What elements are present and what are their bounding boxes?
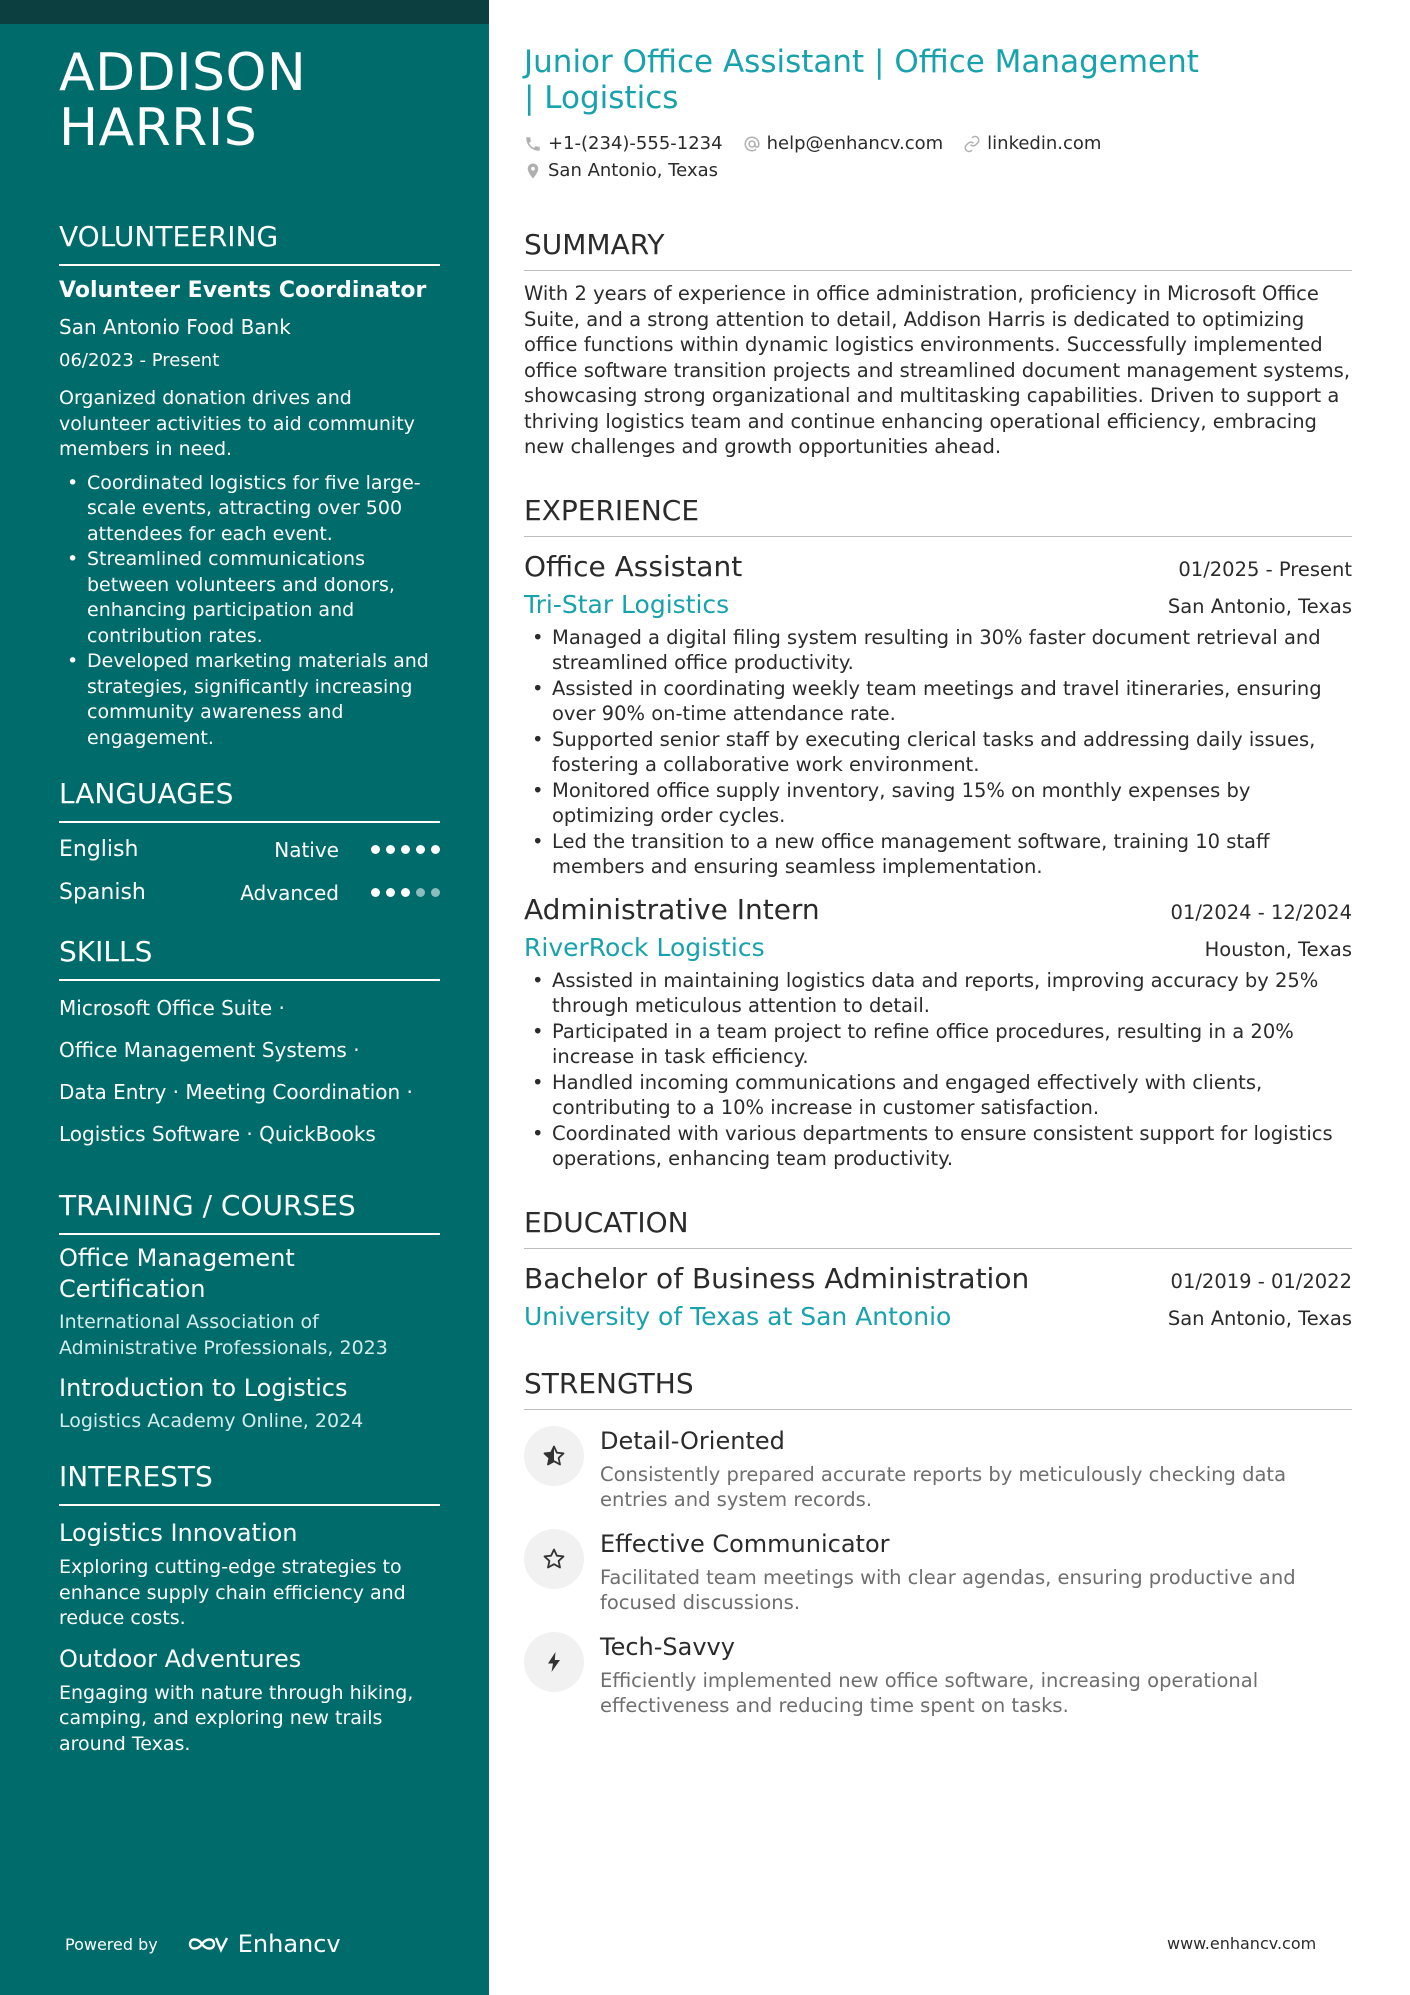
strength-title: Tech-Savvy xyxy=(600,1632,735,1661)
language-row xyxy=(59,876,440,909)
rating-dot xyxy=(401,845,410,854)
strength-description: Consistently prepared accurate reports by meticulously checking data entries and system records. xyxy=(600,1462,1287,1511)
rating-dot xyxy=(416,888,425,897)
job-entry xyxy=(524,549,1352,880)
training-provider: Logistics Academy Online, 2024 xyxy=(59,1410,364,1432)
list-item: • Coordinated logistics for five large-scale events, attracting over 500 attendees for each event. xyxy=(59,471,440,548)
email-text: help@enhancv.com xyxy=(766,133,944,154)
volunteer-bullets xyxy=(59,471,440,752)
interest-title: Outdoor Adventures xyxy=(59,1644,302,1673)
language-rating xyxy=(371,888,440,897)
language-level: Advanced xyxy=(240,880,339,905)
rating-dot xyxy=(416,845,425,854)
summary-heading: SUMMARY xyxy=(524,228,1352,271)
skill-line: Logistics Software · QuickBooks xyxy=(59,1122,376,1146)
training-title: Introduction to Logistics xyxy=(59,1374,348,1402)
interest-description: Engaging with nature through hiking, camping, and exploring new trails around Texas. xyxy=(59,1681,414,1755)
rating-dot xyxy=(386,888,395,897)
strength-item xyxy=(524,1426,1352,1513)
at-icon xyxy=(743,135,761,153)
job-company: RiverRock Logistics xyxy=(524,932,765,962)
language-name: Spanish xyxy=(59,880,146,905)
enhancv-brand: Enhancv xyxy=(237,1930,341,1958)
education-date: 01/2019 - 01/2022 xyxy=(1170,1269,1352,1293)
enhancv-logo[interactable] xyxy=(186,1930,341,1958)
job-location: San Antonio, Texas xyxy=(1167,594,1352,618)
job-location: Houston, Texas xyxy=(1204,937,1352,961)
rating-dot xyxy=(386,845,395,854)
interest-description: Exploring cutting-edge strategies to enhance supply chain efficiency and reduce costs. xyxy=(59,1556,406,1629)
lightning-icon xyxy=(524,1632,584,1692)
linkedin-text: linkedin.com xyxy=(987,133,1102,154)
list-item: • Developed marketing materials and strategies, significantly increasing community awareness and engagement. xyxy=(59,649,440,751)
volunteer-role: Volunteer Events Coordinator xyxy=(59,278,427,303)
volunteering-heading: VOLUNTEERING xyxy=(59,220,440,266)
sidebar xyxy=(0,0,489,1995)
linkedin-contact[interactable] xyxy=(963,133,1101,154)
training-title: Office Management Certification xyxy=(59,1244,295,1303)
location-text: San Antonio, Texas xyxy=(548,160,718,181)
skill-line: Data Entry · Meeting Coordination · xyxy=(59,1080,413,1104)
summary-text: With 2 years of experience in office administration, proficiency in Microsoft Office Suite, and a strong attention to detail, Addison Harris is dedicated to optimizing office functions within dynamic logistics environments. Successfully implemented office software transition projects and streamlined document management systems, showcasing strong organizational and multitasking capabilities. Driven to support a thriving logistics team and continue enhancing operational efficiency, embracing new challenges and growth opportunities ahead. xyxy=(524,282,1351,458)
rating-dot xyxy=(431,888,440,897)
list-item: • Participated in a team project to refine office procedures, resulting in a 20% increase in task efficiency. xyxy=(524,1019,1352,1070)
rating-dot xyxy=(431,845,440,854)
enhancv-logo-icon xyxy=(186,1933,230,1955)
rating-dot xyxy=(371,888,380,897)
volunteer-date: 06/2023 - Present xyxy=(59,350,220,371)
skill-line: Microsoft Office Suite · xyxy=(59,996,285,1020)
phone-text: +1-(234)-555-1234 xyxy=(548,133,723,154)
list-item: • Coordinated with various departments to ensure consistent support for logistics operations, enhancing team productivity. xyxy=(524,1121,1352,1172)
job-title: Office Assistant xyxy=(524,549,743,583)
list-item: • Assisted in maintaining logistics data and reports, improving accuracy by 25% through meticulous attention to detail. xyxy=(524,968,1352,1019)
job-title: Administrative Intern xyxy=(524,892,820,926)
strength-description: Efficiently implemented new office software, increasing operational effectiveness and reducing time spent on tasks. xyxy=(600,1668,1259,1717)
powered-by-label: Powered by xyxy=(65,1934,158,1954)
link-icon xyxy=(963,135,981,153)
list-item: • Supported senior staff by executing clerical tasks and addressing daily issues, fostering a collaborative work environment. xyxy=(524,727,1352,778)
location-contact xyxy=(524,160,718,181)
candidate-name: ADDISON HARRIS xyxy=(59,43,307,158)
strength-title: Detail-Oriented xyxy=(600,1426,785,1455)
strength-item xyxy=(524,1632,1352,1719)
volunteer-description: Organized donation drives and volunteer activities to aid community members in need. xyxy=(59,387,415,460)
headline: Junior Office Assistant | Office Management | Logistics xyxy=(524,44,1199,116)
skills-list xyxy=(59,987,440,1155)
skills-heading: SKILLS xyxy=(59,935,440,981)
list-item: • Managed a digital filing system resulting in 30% faster document retrieval and streamlined office productivity. xyxy=(524,625,1352,676)
rating-dot xyxy=(401,888,410,897)
language-row xyxy=(59,833,440,866)
language-level: Native xyxy=(274,837,339,862)
job-entry xyxy=(524,892,1352,1172)
school: University of Texas at San Antonio xyxy=(524,1301,952,1331)
rating-dot xyxy=(371,845,380,854)
training-provider: International Association of Administrative Professionals, 2023 xyxy=(59,1311,388,1359)
language-rating xyxy=(371,845,440,854)
location-pin-icon xyxy=(524,162,542,180)
strength-title: Effective Communicator xyxy=(600,1529,890,1558)
email-contact[interactable] xyxy=(743,133,944,154)
interests-heading: INTERESTS xyxy=(59,1460,440,1506)
list-item: • Handled incoming communications and engaged effectively with clients, contributing to a 10% increase in customer satisfaction. xyxy=(524,1070,1352,1121)
experience-heading: EXPERIENCE xyxy=(524,494,1352,537)
degree: Bachelor of Business Administration xyxy=(524,1261,1030,1295)
list-item: • Assisted in coordinating weekly team meetings and travel itineraries, ensuring over 90% on-time attendance rate. xyxy=(524,676,1352,727)
strength-description: Facilitated team meetings with clear agendas, ensuring productive and focused discussions. xyxy=(600,1565,1296,1614)
job-company: Tri-Star Logistics xyxy=(524,589,730,619)
skill-line: Office Management Systems · xyxy=(59,1038,360,1062)
list-item: • Led the transition to a new office management software, training 10 staff members and ensuring seamless implementation. xyxy=(524,829,1352,880)
job-bullets xyxy=(524,968,1352,1172)
main-content xyxy=(524,44,1352,1719)
education-location: San Antonio, Texas xyxy=(1167,1306,1352,1330)
powered-by xyxy=(65,1930,341,1958)
volunteer-org: San Antonio Food Bank xyxy=(59,315,291,339)
job-date: 01/2025 - Present xyxy=(1178,557,1352,581)
phone-icon xyxy=(524,135,542,153)
star-half-icon xyxy=(524,1426,584,1486)
strengths-heading: STRENGTHS xyxy=(524,1367,1352,1410)
list-item: • Monitored office supply inventory, saving 15% on monthly expenses by optimizing order cycles. xyxy=(524,778,1352,829)
job-date: 01/2024 - 12/2024 xyxy=(1170,900,1352,924)
training-heading: TRAINING / COURSES xyxy=(59,1189,440,1235)
job-bullets xyxy=(524,625,1352,880)
language-name: English xyxy=(59,837,139,862)
list-item: • Streamlined communications between volunteers and donors, enhancing participation and contribution rates. xyxy=(59,547,440,649)
languages-heading: LANGUAGES xyxy=(59,777,440,823)
footer-site-link[interactable]: www.enhancv.com xyxy=(1167,1934,1317,1953)
star-icon xyxy=(524,1529,584,1589)
phone-contact[interactable] xyxy=(524,133,723,154)
interest-title: Logistics Innovation xyxy=(59,1519,298,1547)
sidebar-top-band xyxy=(0,0,489,24)
contact-info xyxy=(524,130,1352,184)
education-heading: EDUCATION xyxy=(524,1206,1352,1249)
strength-item xyxy=(524,1529,1352,1616)
